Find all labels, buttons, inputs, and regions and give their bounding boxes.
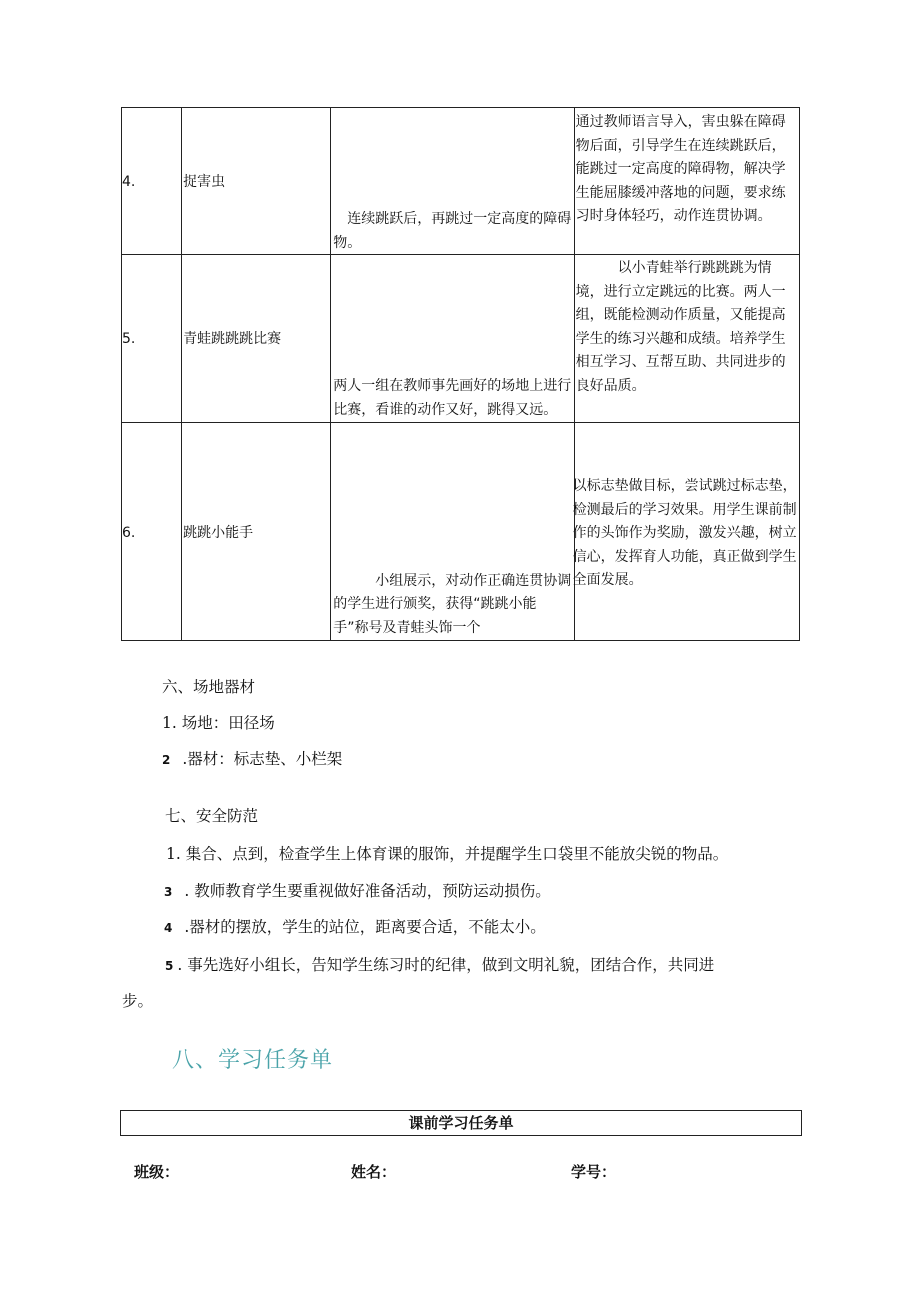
item-number: 3: [164, 885, 173, 899]
row-number-cell: [122, 423, 182, 641]
row-number: 4.: [122, 174, 136, 190]
activity-desc: 连续跳跃后，再跳过一定高度的障碍物。: [333, 211, 572, 251]
section7-item3: [164, 879, 551, 901]
activity-name-cell: [182, 108, 331, 255]
activity-name-cell: [182, 255, 331, 423]
section8-title: 八、学习任务单: [172, 1048, 334, 1073]
activity-desc-cell: [331, 423, 574, 641]
row-number: 5.: [122, 331, 136, 347]
activity-name: 跳跳小能手: [183, 525, 254, 541]
activity-desc: 两人一组在教师事先画好的场地上进行比赛，看谁的动作又好，跳得又远。: [333, 378, 572, 418]
item-number: 2: [162, 753, 171, 767]
class-label: 班级：: [134, 1163, 180, 1181]
activity-table: [121, 107, 800, 641]
table-row: [122, 255, 800, 423]
item-text: .器材的摆放，学生的站位，距离要合适，不能太小。: [184, 918, 546, 936]
activity-name: 捉害虫: [183, 174, 226, 190]
section7-item1: 1. 集合、点到，检查学生上体育课的服饰，并提醒学生口袋里不能放尖锐的物品。: [166, 845, 729, 863]
section6-title: 六、场地器材: [162, 678, 256, 696]
table-row: [122, 108, 800, 255]
activity-goal: 通过教师语言导入，害虫躲在障碍物后面，引导学生在连续跳跃后，能跳过一定高度的障碍物，解决学生能屈膝缓冲落地的问题，要求练习时身体轻巧，动作连贯协调。: [575, 114, 786, 224]
student-id-label: 学号：: [571, 1163, 617, 1181]
section7-item5: [165, 953, 714, 975]
activity-desc-cell: [331, 255, 574, 423]
activity-goal-cell: [574, 255, 799, 423]
section7-item5-continuation: 步。: [122, 992, 154, 1010]
activity-desc: 小组展示，对动作正确连贯协调的学生进行颁奖，获得“跳跳小能手”称号及青蛙头饰一个: [333, 572, 572, 636]
section7-item4: [164, 915, 546, 937]
row-number-cell: [122, 255, 182, 423]
item-text: . 教师教育学生要重视做好准备活动，预防运动损伤。: [184, 882, 551, 900]
item-text: .器材：标志垫、小栏架: [182, 750, 343, 768]
activity-name-cell: [182, 423, 331, 641]
activity-name: 青蛙跳跳跳比赛: [183, 331, 282, 347]
table-row: [122, 423, 800, 641]
name-label: 姓名：: [351, 1163, 397, 1181]
section7-title: 七、安全防范: [165, 807, 259, 825]
task-sheet-title: 课前学习任务单: [120, 1110, 802, 1136]
section6-item2: [162, 747, 342, 769]
item-number: 4: [164, 921, 173, 935]
item-number: 5: [165, 959, 174, 973]
activity-goal: 以标志垫做目标，尝试跳过标志垫，检测最后的学习效果。用学生课前制作的头饰作为奖励，激发兴趣，树立信心，发挥育人功能，真正做到学生全面发展。: [572, 478, 797, 588]
activity-goal: 以小青蛙举行跳跳跳为情境，进行立定跳远的比赛。两人一组，既能检测动作质量，又能提高学生的练习兴趣和成绩。培养学生相互学习、互帮互助、共同进步的良好品质。: [575, 260, 786, 394]
row-number-cell: [122, 108, 182, 255]
section6-item1: 1. 场地：田径场: [162, 714, 275, 732]
activity-goal-cell: [574, 108, 799, 255]
activity-goal-cell: [574, 423, 799, 641]
row-number: 6.: [122, 525, 136, 541]
activity-desc-cell: [331, 108, 574, 255]
item-text: . 事先选好小组长，告知学生练习时的纪律，做到文明礼貌，团结合作，共同进: [177, 956, 715, 974]
